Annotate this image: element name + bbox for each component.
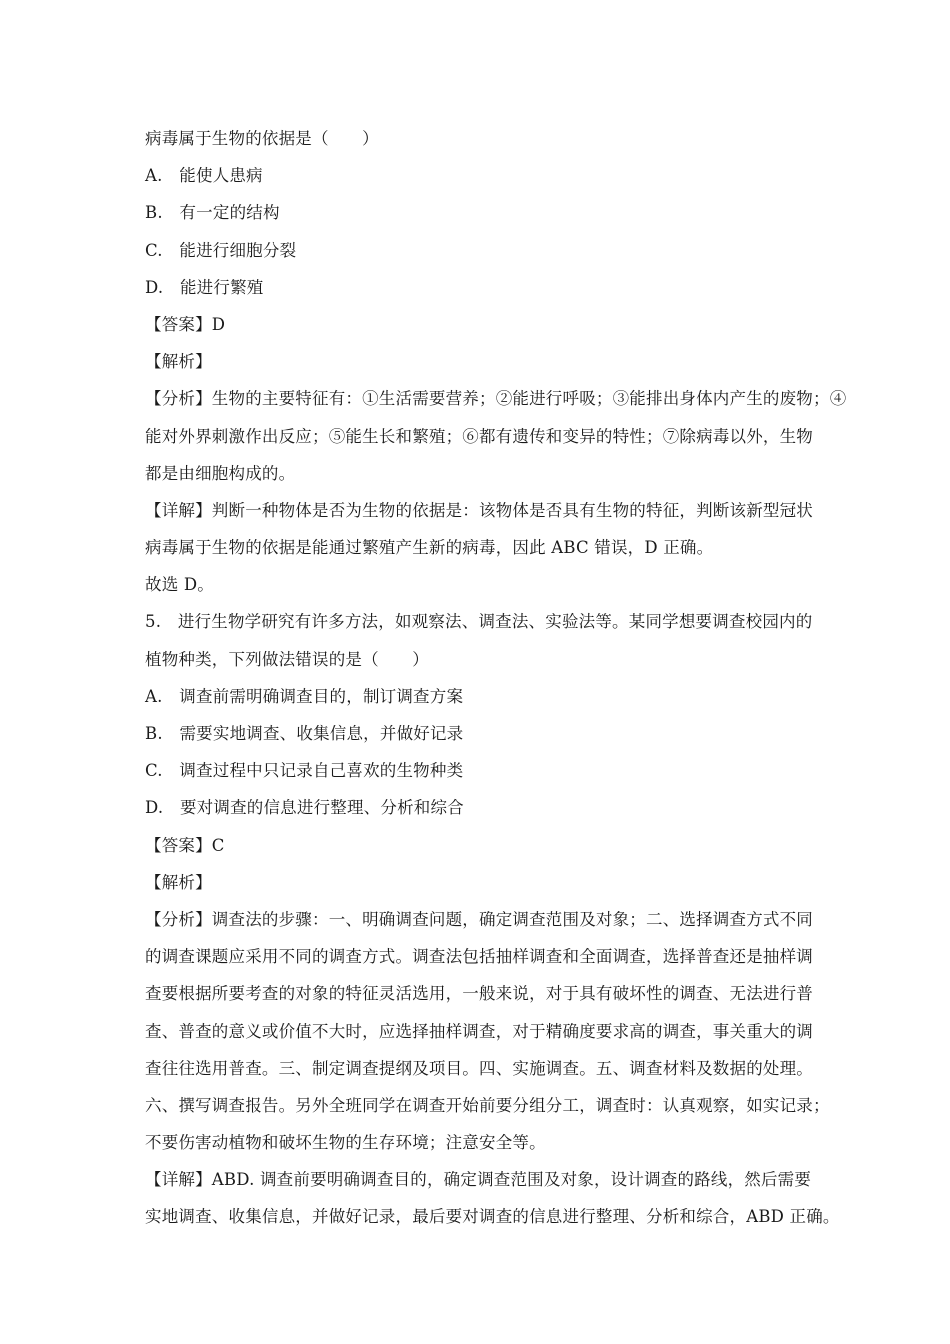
q5-option-d: D. 要对调查的信息进行整理、分析和综合 bbox=[145, 798, 464, 818]
q5-option-b: B. 需要实地调查、收集信息，并做好记录 bbox=[145, 724, 464, 743]
q5-option-a: A. 调查前需明确调查目的，制订调查方案 bbox=[145, 686, 464, 706]
q5-analysis-line: 【分析】调查法的步骤：一、明确调查问题，确定调查范围及对象；二、选择调查方式不同 bbox=[145, 909, 813, 929]
q5-analysis-line: 不要伤害动植物和破坏生物的生存环境；注意安全等。 bbox=[145, 1133, 546, 1153]
q4-conclusion: 故选 D。 bbox=[145, 575, 214, 595]
q5-analysis-heading: 【解析】 bbox=[145, 872, 212, 892]
q4-option-a: A. 能使人患病 bbox=[145, 166, 263, 186]
q5-stem-line: 5. 进行生物学研究有许多方法，如观察法、调查法、实验法等。某同学想要调查校园内的 bbox=[145, 612, 813, 632]
q5-answer: 【答案】C bbox=[145, 835, 225, 855]
q5-detail-line: 实地调查、收集信息，并做好记录，最后要对调查的信息进行整理、分析和综合，ABD 正确。 bbox=[145, 1207, 840, 1227]
q4-analysis-line: 都是由细胞构成的。 bbox=[145, 463, 296, 483]
q4-option-d: D. 能进行繁殖 bbox=[145, 277, 264, 297]
q4-option-c: C. 能进行细胞分裂 bbox=[145, 240, 297, 260]
q5-analysis-line: 的调查课题应采用不同的调查方式。调查法包括抽样调查和全面调查，选择普查还是抽样调 bbox=[145, 947, 813, 967]
q5-stem-line: 植物种类，下列做法错误的是（ ） bbox=[145, 649, 429, 669]
q5-detail-line: 【详解】ABD. 调查前要明确调查目的，确定调查范围及对象，设计调查的路线，然后需要 bbox=[145, 1170, 812, 1190]
q4-analysis-line: 【分析】生物的主要特征有：①生活需要营养；②能进行呼吸；③能排出身体内产生的废物；④ bbox=[145, 389, 847, 409]
q4-answer: 【答案】D bbox=[145, 314, 226, 334]
q4-detail-line: 【详解】判断一种物体是否为生物的依据是：该物体是否具有生物的特征，判断该新型冠状 bbox=[145, 500, 813, 520]
q4-detail-line: 病毒属于生物的依据是能通过繁殖产生新的病毒，因此 ABC 错误，D 正确。 bbox=[145, 538, 714, 558]
q4-analysis-heading: 【解析】 bbox=[145, 352, 212, 372]
document-content bbox=[145, 120, 847, 1236]
q5-analysis-line: 查要根据所要考查的对象的特征灵活选用，一般来说，对于具有破坏性的调查、无法进行普 bbox=[145, 984, 813, 1004]
q4-option-b: B. 有一定的结构 bbox=[145, 203, 280, 223]
q5-analysis-line: 查、普查的意义或价值不大时，应选择抽样调查，对于精确度要求高的调查，事关重大的调 bbox=[145, 1021, 813, 1041]
q5-option-c: C. 调查过程中只记录自己喜欢的生物种类 bbox=[145, 761, 464, 781]
q5-analysis-line: 查往往选用普查。三、制定调查提纲及项目。四、实施调查。五、调查材料及数据的处理。 bbox=[145, 1058, 813, 1078]
q4-analysis-line: 能对外界刺激作出反应；⑤能生长和繁殖；⑥都有遗传和变异的特性；⑦除病毒以外，生物 bbox=[145, 426, 813, 446]
q5-analysis-line: 六、撰写调查报告。另外全班同学在调查开始前要分组分工，调查时：认真观察，如实记录； bbox=[145, 1095, 830, 1115]
q4-stem: 病毒属于生物的依据是（ ） bbox=[145, 129, 379, 148]
